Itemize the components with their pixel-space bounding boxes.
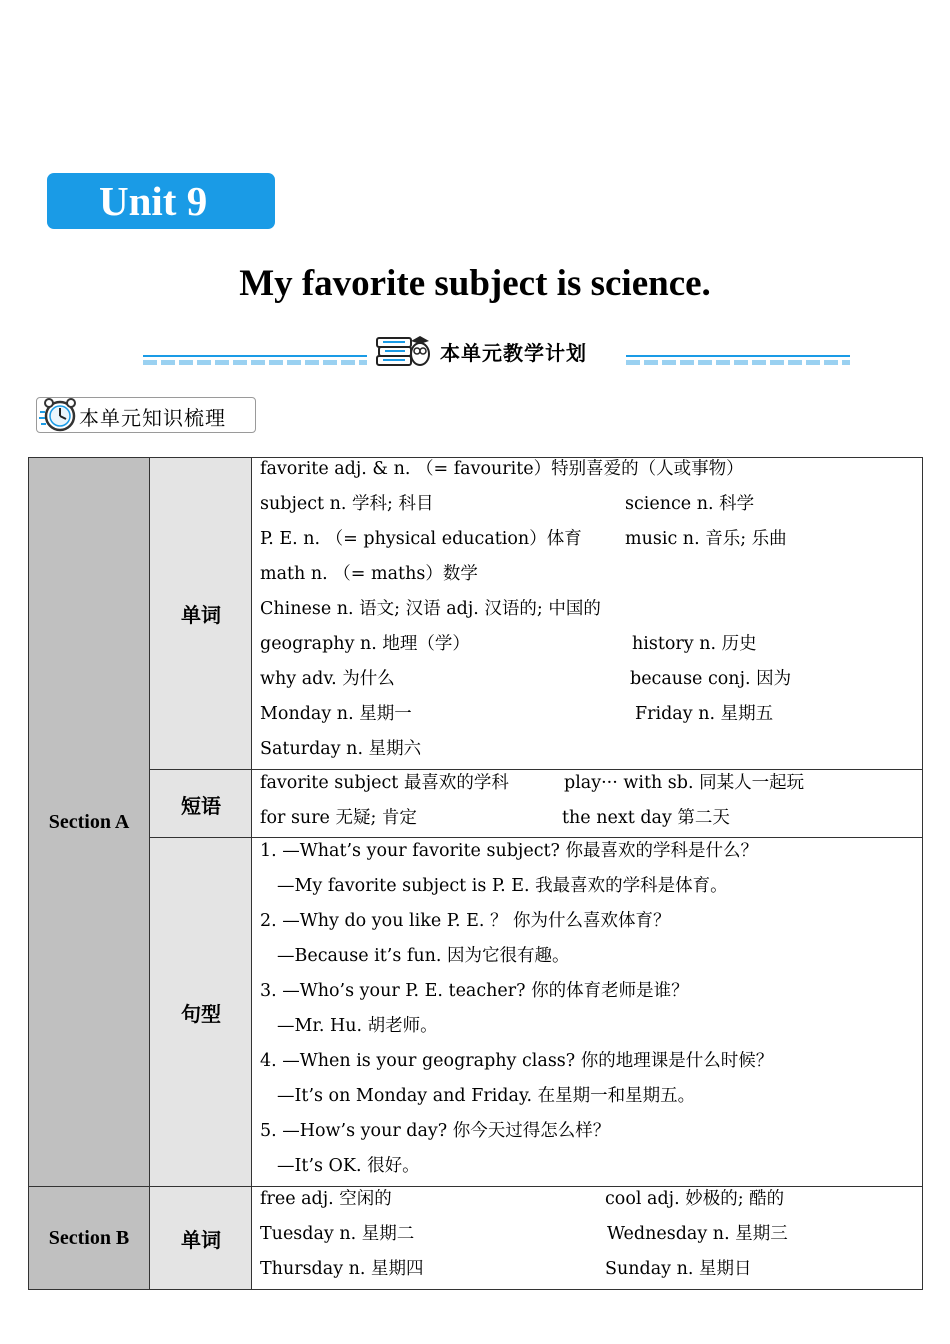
section-b-label: Section B <box>48 1227 130 1249</box>
list-item: free adj. 空闲的 <box>260 1189 392 1209</box>
list-item: subject n. 学科; 科目 <box>260 494 434 514</box>
list-item: Saturday n. 星期六 <box>260 739 422 759</box>
list-item: Chinese n. 语文; 汉语 adj. 汉语的; 中国的 <box>260 599 601 619</box>
divider <box>251 457 252 1290</box>
list-item: science n. 科学 <box>625 494 755 514</box>
knowledge-summary-tag <box>36 397 256 433</box>
banner-divider-left <box>143 355 367 365</box>
knowledge-summary-label: 本单元知识梳理 <box>79 406 226 430</box>
list-item: 3. —Who’s your P. E. teacher? 你的体育老师是谁？ <box>260 981 689 1001</box>
list-item: Friday n. 星期五 <box>635 704 774 724</box>
teaching-plan-label: 本单元教学计划 <box>440 341 587 365</box>
list-item: cool adj. 妙极的; 酷的 <box>605 1189 785 1209</box>
list-item: Sunday n. 星期日 <box>605 1259 752 1279</box>
list-item: math n. （= maths）数学 <box>260 564 478 584</box>
words-b-label: 单词 <box>181 1228 221 1252</box>
list-item: the next day 第二天 <box>562 808 730 828</box>
list-item: —It’s OK. 很好。 <box>277 1156 420 1176</box>
list-item: 1. —What’s your favorite subject? 你最喜欢的学科是什么？ <box>260 841 758 861</box>
list-item: —Because it’s fun. 因为它很有趣。 <box>277 946 570 966</box>
banner-divider-right <box>626 355 850 365</box>
list-item: geography n. 地理（学） <box>260 634 470 654</box>
list-item: favorite adj. & n. （= favourite）特别喜爱的（人或事物） <box>260 459 744 479</box>
list-item: Tuesday n. 星期二 <box>260 1224 415 1244</box>
list-item: —My favorite subject is P. E. 我最喜欢的学科是体育。 <box>277 876 728 896</box>
list-item: why adv. 为什么 <box>260 669 395 689</box>
list-item: —It’s on Monday and Friday. 在星期一和星期五。 <box>277 1086 696 1106</box>
divider <box>150 769 923 770</box>
phrases-label: 短语 <box>181 793 221 818</box>
list-item: Monday n. 星期一 <box>260 704 412 724</box>
section-a-label: Section A <box>48 810 130 833</box>
list-item: Thursday n. 星期四 <box>260 1259 424 1279</box>
divider <box>149 457 150 1290</box>
unit-badge: Unit 9 <box>47 173 275 229</box>
list-item: music n. 音乐; 乐曲 <box>625 529 787 549</box>
list-item: play··· with sb. 同某人一起玩 <box>564 773 805 793</box>
list-item: for sure 无疑; 肯定 <box>260 808 417 828</box>
list-item: P. E. n. （= physical education）体育 <box>260 529 582 549</box>
page-title: My favorite subject is science. <box>239 263 711 304</box>
divider <box>28 1186 923 1187</box>
alarm-clock-icon <box>37 392 79 434</box>
list-item: 4. —When is your geography class? 你的地理课是什么时候？ <box>260 1051 774 1071</box>
list-item: Wednesday n. 星期三 <box>607 1224 788 1244</box>
list-item: because conj. 因为 <box>630 669 792 689</box>
books-owl-icon <box>375 332 431 368</box>
list-item: 2. —Why do you like P. E. ？ 你为什么喜欢体育？ <box>260 911 671 931</box>
list-item: favorite subject 最喜欢的学科 <box>260 773 509 793</box>
divider <box>150 837 923 838</box>
list-item: 5. —How’s your day? 你今天过得怎么样？ <box>260 1121 611 1141</box>
sentences-label: 句型 <box>181 1002 221 1026</box>
list-item: history n. 历史 <box>632 634 757 654</box>
words-a-label: 单词 <box>181 603 221 627</box>
list-item: —Mr. Hu. 胡老师。 <box>277 1016 438 1036</box>
